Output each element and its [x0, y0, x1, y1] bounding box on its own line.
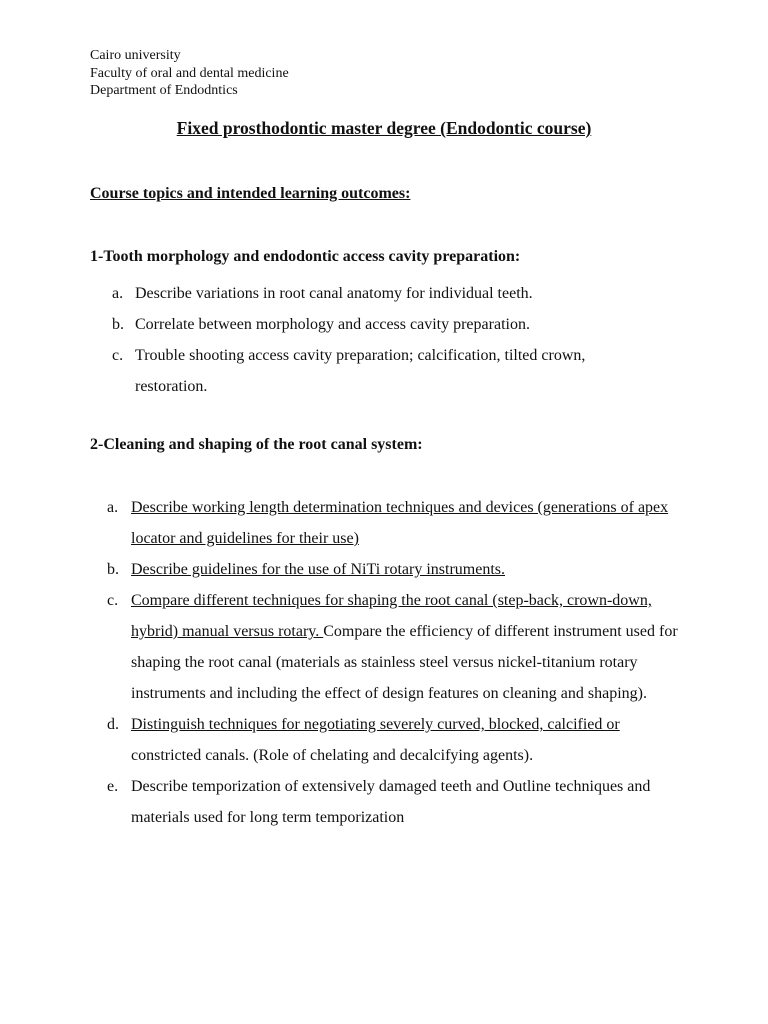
underlined-text: Compare different techniques for shaping the root canal (step-back, crown-down, hybrid) manual versus rotary.	[131, 592, 652, 640]
list-item-text: Describe variations in root canal anatomy for individual teeth.	[135, 285, 533, 302]
list-item	[90, 309, 650, 340]
list-item	[90, 340, 650, 402]
list-marker: b.	[107, 561, 119, 578]
list-item	[90, 554, 690, 585]
department-name: Department of Endodntics	[90, 83, 238, 98]
list-item-text	[90, 554, 690, 585]
list-item-text	[90, 709, 690, 771]
list-marker: d.	[107, 716, 119, 733]
list-item-text	[90, 771, 690, 833]
list-item-text: Correlate between morphology and access cavity preparation.	[135, 316, 530, 333]
list-item-text	[90, 585, 690, 709]
list-item	[90, 771, 690, 833]
list-marker: c.	[112, 347, 124, 364]
institution-header	[90, 47, 289, 100]
university-name: Cairo university	[90, 48, 181, 63]
topics-heading: Course topics and intended learning outcomes:	[90, 185, 411, 202]
list-item-text	[90, 492, 690, 554]
plain-text: Compare the efficiency of different instrument used for shaping the root canal (materials as stainless steel versus nickel-titanium rotary instruments and including the effect of design features on cleaning and shaping).	[131, 623, 678, 702]
list-item	[90, 585, 690, 709]
list-marker: a.	[112, 285, 124, 302]
underlined-text: Describe guidelines for the use of NiTi rotary instruments.	[131, 561, 506, 578]
document-title: Fixed prosthodontic master degree (Endodontic course)	[176, 118, 592, 138]
section-2-list	[90, 492, 690, 833]
underlined-text: Distinguish techniques for negotiating severely curved, blocked, calcified or	[131, 716, 620, 733]
section-2-heading: 2-Cleaning and shaping of the root canal system:	[90, 436, 423, 453]
plain-text: Describe temporization of extensively damaged teeth and Outline techniques and materials used for long term temporization	[131, 778, 651, 826]
list-marker: e.	[107, 778, 119, 795]
list-item	[90, 709, 690, 771]
list-item-text: Trouble shooting access cavity preparation; calcification, tilted crown, restoration.	[135, 347, 586, 395]
section-1-list	[90, 278, 650, 402]
plain-text: constricted canals. (Role of chelating and decalcifying agents).	[131, 747, 534, 764]
section-1-heading: 1-Tooth morphology and endodontic access cavity preparation:	[90, 248, 521, 265]
underlined-text: Describe working length determination techniques and devices (generations of apex locator and guidelines for their use)	[131, 499, 669, 547]
list-marker: a.	[107, 499, 119, 516]
list-item	[90, 278, 650, 309]
faculty-name: Faculty of oral and dental medicine	[90, 65, 289, 81]
list-item	[90, 492, 690, 554]
list-marker: b.	[112, 316, 124, 333]
list-marker: c.	[107, 592, 119, 609]
